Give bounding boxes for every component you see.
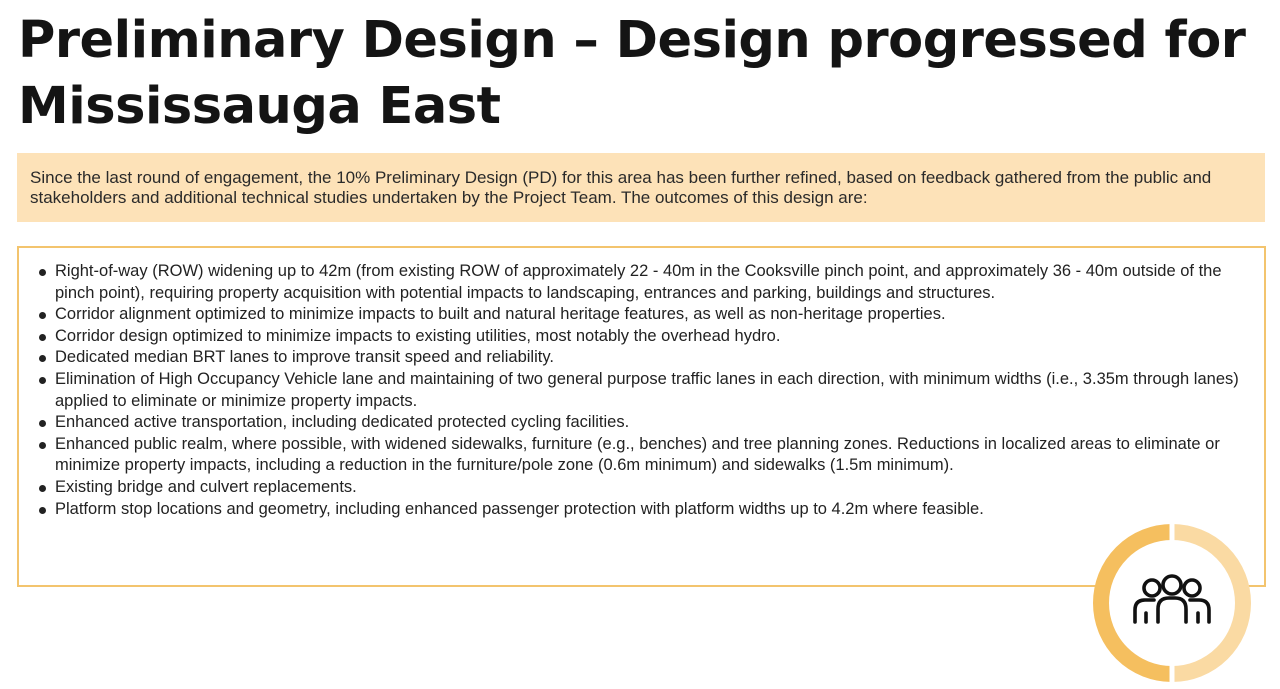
outcome-text: Dedicated median BRT lanes to improve transit speed and reliability.: [55, 348, 554, 367]
intro-text: Since the last round of engagement, the 10% Preliminary Design (PD) for this area has been further refined, based on feedback gathered from the public and stakeholders and additional technical studies undertaken by the Project Team. The outcomes of this design are:: [30, 168, 1212, 207]
outcome-text: Corridor design optimized to minimize impacts to existing utilities, most notably the overhead hydro.: [55, 326, 781, 345]
bullet-icon: [39, 485, 46, 492]
outcome-item: [36, 304, 1254, 326]
outcome-text: Enhanced active transportation, including dedicated protected cycling facilities.: [55, 413, 630, 432]
badge-ring: [1090, 521, 1254, 685]
outcome-text: Corridor alignment optimized to minimize impacts to built and natural heritage features, as well as non-heritage properties.: [55, 305, 946, 324]
bullet-icon: [39, 312, 46, 319]
outcome-item: [36, 499, 1254, 521]
bullet-icon: [39, 334, 46, 341]
outcome-item: [36, 261, 1254, 304]
intro-panel: [17, 153, 1265, 222]
outcome-item: [36, 369, 1254, 412]
engagement-badge: [1090, 521, 1254, 685]
page-title: Preliminary Design – Design progressed for Mississauga East: [18, 11, 1246, 136]
bullet-icon: [39, 420, 46, 427]
outcome-item: [36, 477, 1254, 499]
outcomes-list: [36, 261, 1254, 520]
bullet-icon: [39, 355, 46, 362]
outcome-item: [36, 326, 1254, 348]
outcome-text: Right-of-way (ROW) widening up to 42m (from existing ROW of approximately 22 - 40m in the Cooksville pinch point, and approximately 36 - 40m outside of the pinch point), requiring property acquisition with potential impacts to landscaping, entrances and parking, buildings and structures.: [55, 262, 1222, 302]
bullet-icon: [39, 507, 46, 514]
outcome-item: [36, 434, 1254, 477]
bullet-icon: [39, 269, 46, 276]
outcome-text: Existing bridge and culvert replacements.: [55, 477, 357, 496]
outcome-item: [36, 412, 1254, 434]
outcome-text: Platform stop locations and geometry, including enhanced passenger protection with platform widths up to 4.2m where feasible.: [55, 499, 984, 518]
outcome-text: Enhanced public realm, where possible, with widened sidewalks, furniture (e.g., benches) and tree planning zones. Reductions in localized areas to eliminate or minimize property impacts, including a reduction in the furniture/pole zone (0.6m minimum) and sidewalks (1.5m minimum).: [55, 434, 1220, 475]
outcomes-panel: [17, 246, 1266, 587]
bullet-icon: [39, 377, 46, 384]
outcome-text: Elimination of High Occupancy Vehicle lane and maintaining of two general purpose traffic lanes in each direction, with minimum widths (i.e., 3.35m through lanes) applied to eliminate or minimize property impacts.: [55, 369, 1239, 410]
bullet-icon: [39, 442, 46, 449]
outcome-item: [36, 347, 1254, 369]
